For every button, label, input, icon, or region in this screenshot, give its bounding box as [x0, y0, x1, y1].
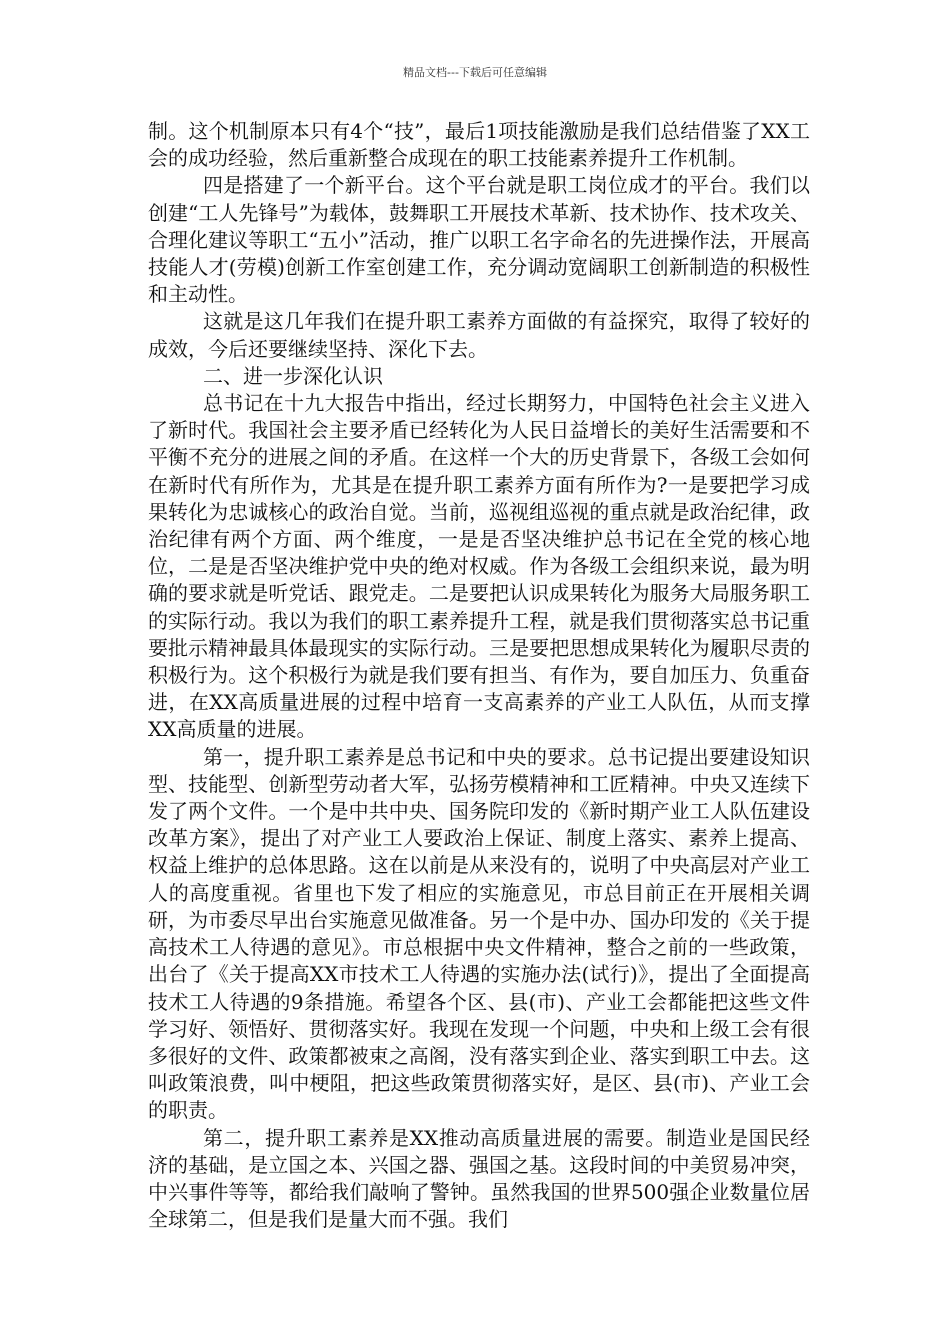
- section-heading: 二、进一步深化认识: [203, 363, 383, 388]
- document-body: [148, 118, 810, 1233]
- page-header: 精品文档---下载后可任意编辑: [403, 66, 547, 79]
- paragraph-new-platform: 四是搭建了一个新平台。这个平台就是职工岗位成才的平台。我们以创建“工人先锋号”为载体，鼓舞职工开展技术革新、技术协作、技术攻关、合理化建议等职工“五小”活动，推广以职工名字命名的先进操作法，开展高技能人才(劳模)创新工作室创建工作，充分调动宽阔职工创新制造的积极性和主动性。: [148, 173, 810, 307]
- paragraph-summary: 这就是这几年我们在提升职工素养方面做的有益探究，取得了较好的成效，今后还要继续坚持、深化下去。: [148, 309, 810, 361]
- paragraph-first-point: 第一，提升职工素养是总书记和中央的要求。总书记提出要建设知识型、技能型、创新型劳动者大军，弘扬劳模精神和工匠精神。中央又连续下发了两个文件。一个是中共中央、国务院印发的《新时期产业工人队伍建设改革方案》，提出了对产业工人要政治上保证、制度上落实、素养上提高、权益上维护的总体思路。这在以前是从来没有的，说明了中央高层对产业工人的高度重视。省里也下发了相应的实施意见，市总目前正在开展相关调研，为市委尽早出台实施意见做准备。另一个是中办、国办印发的《关于提高技术工人待遇的意见》。市总根据中央文件精神，整合之前的一些政策，出台了《关于提高XX市技术工人待遇的实施办法(试行)》，提出了全面提高技术工人待遇的9条措施。希望各个区、县(市)、产业工会都能把这些文件学习好、领悟好、贯彻落实好。我现在发现一个问题，中央和上级工会有很多很好的文件、政策都被束之高阁，没有落实到企业、落实到职工中去。这叫政策浪费，叫中梗阻，把这些政策贯彻落实好，是区、县(市)、产业工会的职责。: [148, 744, 810, 1123]
- paragraph-second-point: 第二，提升职工素养是XX推动高质量进展的需要。制造业是国民经济的基础，是立国之本、兴国之器、强国之基。这段时间的中美贸易冲突，中兴事件等等，都给我们敲响了警钟。虽然我国的世界500强企业数量位居全球第二，但是我们是量大而不强。我们: [148, 1125, 810, 1232]
- paragraph-new-era: 总书记在十九大报告中指出，经过长期努力，中国特色社会主义进入了新时代。我国社会主要矛盾已经转化为人民日益增长的美好生活需要和不平衡不充分的进展之间的矛盾。在这样一个大的历史背景下，各级工会如何在新时代有所作为，尤其是在提升职工素养方面有所作为?一是要把学习成果转化为忠诚核心的政治自觉。当前，巡视组巡视的重点就是政治纪律，政治纪律有两个方面、两个维度，一是是否坚决维护总书记在全党的核心地位，二是是否坚决维护党中央的绝对权威。作为各级工会组织来说，最为明确的要求就是听党话、跟党走。二是要把认识成果转化为服务大局服务职工的实际行动。我以为我们的职工素养提升工程，就是我们贯彻落实总书记重要批示精神最具体最现实的实际行动。三是要把思想成果转化为履职尽责的积极行为。这个积极行为就是我们要有担当、有作为，要自加压力、负重奋进，在XX高质量进展的过程中培育一支高素养的产业工人队伍，从而支撑XX高质量的进展。: [148, 391, 810, 742]
- paragraph-continuation: 制。这个机制原本只有4个“技”，最后1项技能激励是我们总结借鉴了XX工会的成功经验，然后重新整合成现在的职工技能素养提升工作机制。: [148, 119, 810, 171]
